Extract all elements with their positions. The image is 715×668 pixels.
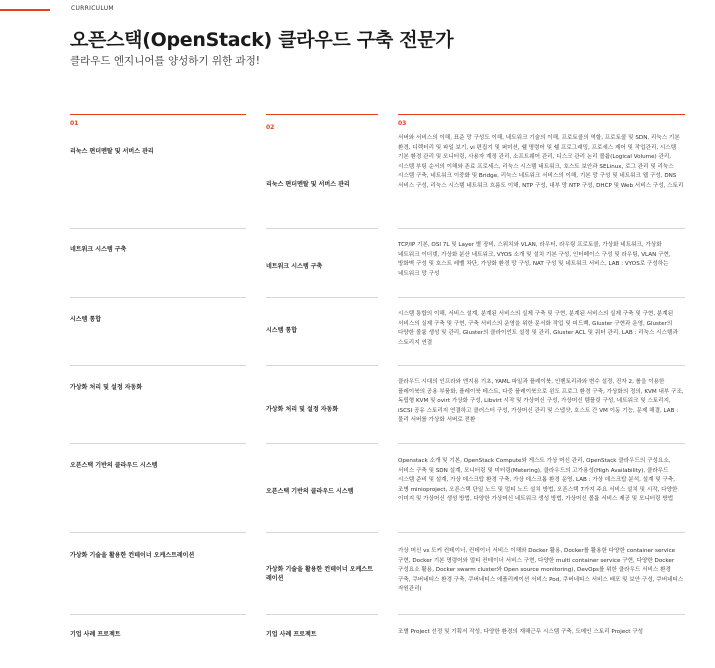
module-details: Openstack 소개 및 기본, OpenStack Compute와 게스트 가상 머신 관리, OpenStack 클라우드의 구성요소, 서비스 구축 및 SDN 설계, 모니터링 및 미터링(Metering), 클라우드의 고가용성(High Availability), 클라우드 시스템 준비 및 설계, 가상 데스크탑 환경 구축, 가상 데스크톱 환경 운영, LAB : 가상 데스크탑 분석, 설계 및 구축, 조병 minioproject, 오픈스택 단일 노드 및 멀티 노드 설치 방법, 오픈스택 7가지 주요 서비스 설치 및 시작, 다양한 이미지 및 가상머신 생성 방법, 다양한 가상머신 네트워크 생성 방법, 가상머신 볼륨 서비스 제공 및 모니터링 방법 xyxy=(398,458,678,503)
col1-number: 01 xyxy=(70,120,79,127)
page-subtitle: 클라우드 엔지니어를 양성하기 위한 과정! xyxy=(70,55,260,67)
row-separator xyxy=(266,532,378,533)
row-separator xyxy=(398,614,685,615)
module-name-col2: 오픈스택 기반의 클라우드 시스템 xyxy=(266,488,354,495)
col2-divider xyxy=(266,114,378,115)
row-separator xyxy=(70,532,246,533)
col2-number: 02 xyxy=(266,124,275,131)
row-separator xyxy=(266,614,378,615)
row-separator xyxy=(398,532,685,533)
module-details: TCP/IP 기본, OSI 7L 및 Layer 별 장비, 스위치와 VLAN, 라우터, 라우팅 프로토콜, 가상화 네트워크, 가상화 네트워크 이더넷, 가상화 분산 네트워크, VYOS 소개 및 설치 기본 구성, 인터페이스 구성 및 라우팅, VLAN 구현, 방화벽 구성 및 호스트 레벨 차단, 가상화 환경 망 구성, NAT 구성 및 네트워크 서비스, LAB : VYOS로 구성하는 네트워크 망 구성 xyxy=(398,242,671,277)
col3-number: 03 xyxy=(398,120,407,127)
row-separator xyxy=(70,297,246,298)
module-details: 서버와 서비스의 이해, 표준 망 구성도 이해, 네트워크 기술의 이해, 프로토콜의 역할, 프로토콜 및 SDN, 리눅스 기본 환경, 디렉터리 및 파일 보기, vi 편집기 및 퍼미션, 쉘 명령어 및 쉘 프로그래밍, 프로세스 제어 및 작업관리, 시스템 기본 환경 관리 및 모니터링, 사용자 계정 관리, 소프트웨어 관리, 디스크 관리 논리 볼륨(Logical Volume) 관리, 시스템 부팅 순서의 이해와 존료 프로세스, 리눅스 시스템 네트워크, 호스트 보안과 SELinux, 로그 관리 및 리눅스 시스템 구축, 네트워크 이중화 및 Bridge, 리눅스 네트워크 서비스의 이해, 기본 망 구성 및 네트워크 웹 구성, DNS 서비스 구성, 리눅스 시스템 네트워크 흐름도 이해, NTP 구성, 내부 망 NTP 구성, DHCP 및 Web 서비스 구성, 스토리 xyxy=(398,135,684,189)
module-name-col1: 가상화 기술을 활용한 컨테이너 오케스트레이션 xyxy=(70,552,195,559)
module-name-col2: 시스템 통합 xyxy=(266,327,298,334)
top-accent-bar xyxy=(0,9,50,11)
module-name-col1: 리눅스 편더멘탈 및 서버스 관리 xyxy=(70,148,154,155)
module-name-col1: 오픈스택 기반의 클라우드 시스템 xyxy=(70,462,158,469)
row-separator xyxy=(266,365,378,366)
row-separator xyxy=(70,228,246,229)
col3-divider xyxy=(398,114,685,115)
col1-divider xyxy=(70,114,246,115)
module-name-col2: 가상화 처리 및 설정 자동화 xyxy=(266,406,339,413)
module-name-col1: 네트워크 시스템 구축 xyxy=(70,246,127,253)
page-title: 오픈스택(OpenStack) 클라우드 구축 전문가 xyxy=(70,29,454,51)
row-separator xyxy=(266,443,378,444)
module-name-col1: 가상화 처리 및 설정 자동화 xyxy=(70,384,143,391)
module-details: 시스템 통합의 이해, 서비스 설계, 분계된 서비스의 실제 구축 및 구현, 분계된 서비스의 실제 구축 및 구현, 분계된 서비스의 실제 구축 및 구현, 구축 서비스의 운영을 위한 문서화 작업 및 피드백, Gluster 구현과 운영, Gluster의 다양한 볼륨 생성 및 관리, Gluster의 클라이언트 설정 및 관리, Gluster ACL 및 쿼터 관리, LAB : 리눅스 시스템과 스토리지 연결 xyxy=(398,311,678,346)
row-separator xyxy=(266,228,378,229)
module-details: 클라우드 시대의 인프라와 엔지용 기초, YAML 파일과 플레이북, 인벤토리과와 변수 설정, 진자 2, 롤을 이용한 플레이북의 공용 부품화, 플레이북 테스트, 다중 플레이북으로 윈도 프로그 환경 구축, 가상화의 정의, KVM 내부 구조, 독립형 KVM 및 ovirt 가상화 구성, Libvirt 시작 및 가상머신 구성, 가상머신 템플릿 구성, 네트워크 및 스토리지, iSCSI 공유 스토리지 연결하고 클러스터 구성, 가상머신 관리 및 스냅샷, 호스트 간 VM 이동 기능, 문제 해결, LAB : 물리 서버를 가상화 서버로 전환 xyxy=(398,379,684,424)
module-name-col1: 시스템 통합 xyxy=(70,316,102,323)
row-separator xyxy=(398,365,685,366)
module-name-col1: 기업 사례 프로젝트 xyxy=(70,631,121,638)
row-separator xyxy=(70,365,246,366)
row-separator xyxy=(398,297,685,298)
row-separator xyxy=(266,297,378,298)
section-eyebrow: CURRICULUM xyxy=(71,5,114,12)
row-separator xyxy=(70,443,246,444)
module-name-col2: 리눅스 편더멘탈 및 서버스 관리 xyxy=(266,181,350,188)
module-details: 가상 머신 vs 도커 컨테이너, 컨테이너 서비스 이해와 Docker 활용, Docker를 활용한 다양한 container service 구현, Docker 기본 명령어와 멀티 컨테이너 서비스 구현, 다양한 multi container service 구현, 다양한 Docker 구성요소 활용, Docker swarm cluster와 Open source monitoring), DevOps를 위한 클라우드 서비스 환경 구축, 쿠버네티스 환경 구축, 쿠버네티스 애플리케이션 서비스 Pod, 쿠버네티스 서비스 배포 및 보안 구성, 쿠버네티스 자원관리( xyxy=(398,548,684,593)
row-separator xyxy=(70,614,246,615)
row-separator xyxy=(398,228,685,229)
module-name-col2: 기업 사례 프로젝트 xyxy=(266,631,317,638)
module-name-col2: 가상화 기술을 활용한 컨테이너 오케스트레이션 xyxy=(266,566,373,582)
module-name-col2: 네트워크 시스템 구축 xyxy=(266,263,323,270)
module-details: 조별 Project 선정 및 기획서 작성, 다양한 환경의 재해근무 시스템 구축, 도메인 스토리 Project 구성 xyxy=(398,629,644,635)
row-separator xyxy=(398,443,685,444)
